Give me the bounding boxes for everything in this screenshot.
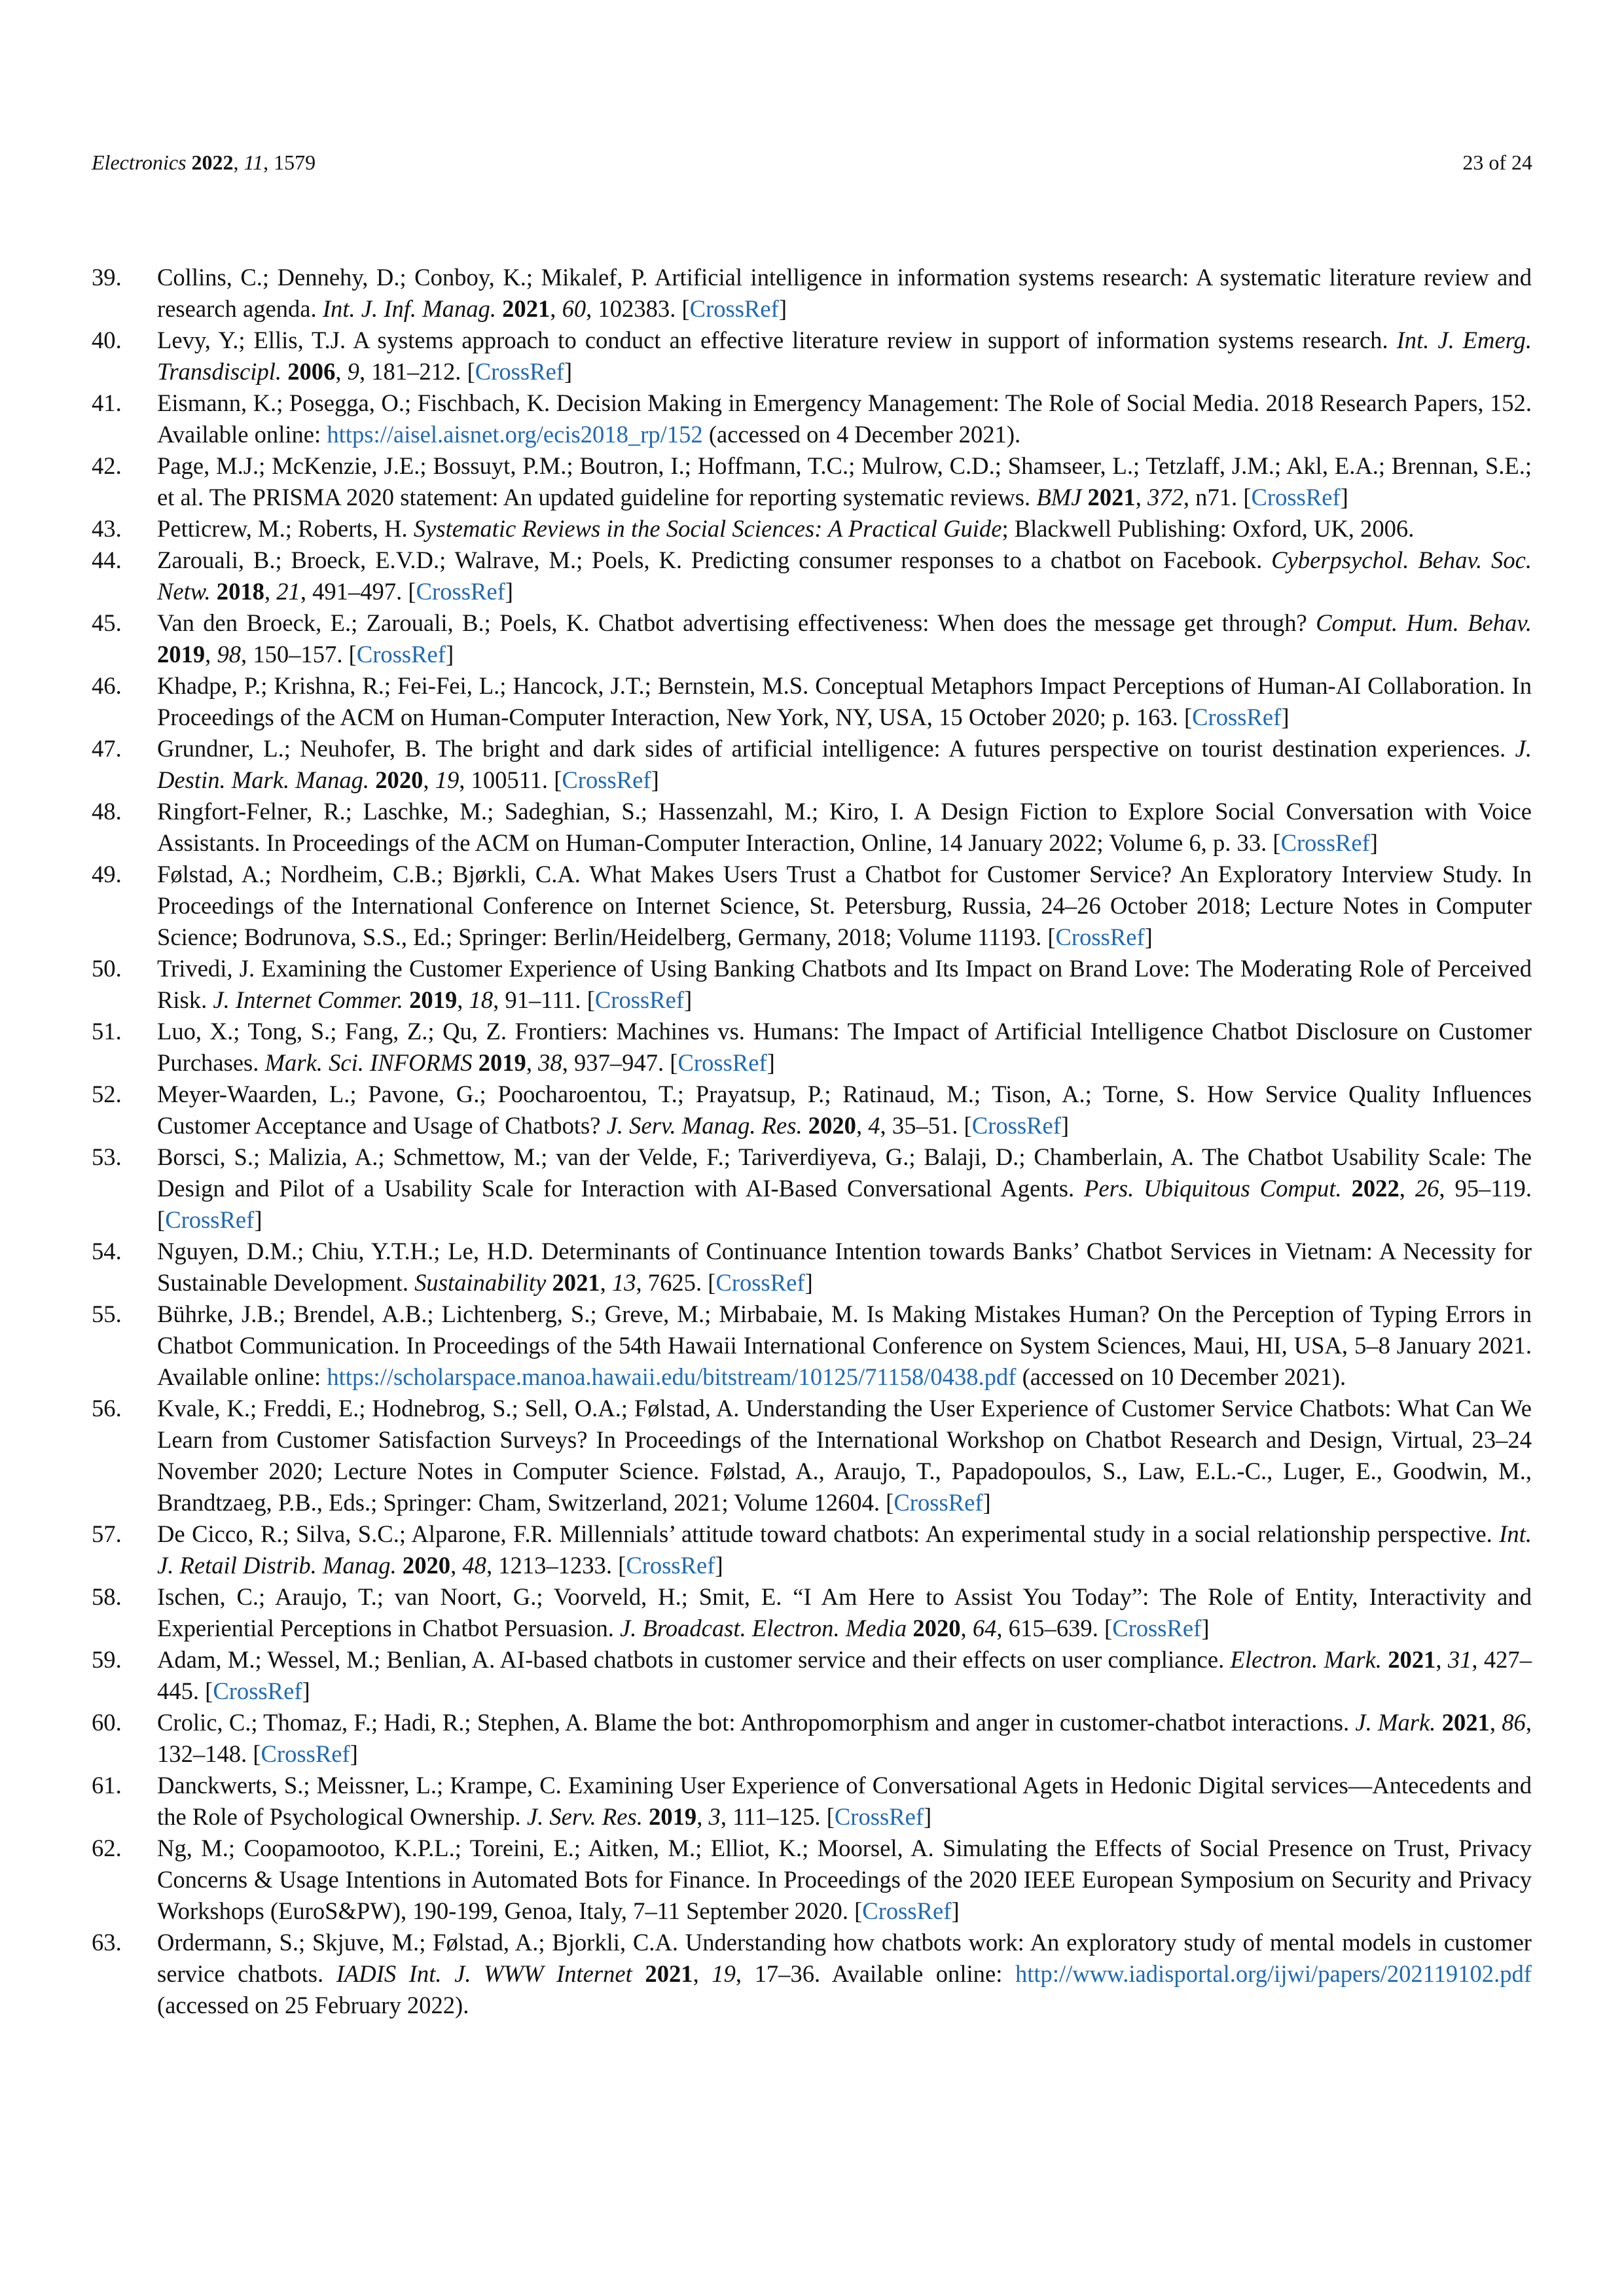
reference-list (92, 262, 1532, 2021)
crossref-link[interactable]: CrossRef (1055, 924, 1145, 950)
reference-year: 2021 (502, 295, 550, 322)
reference-italic-text: J. Mark. (1355, 1709, 1436, 1736)
reference-item (92, 450, 1532, 513)
reference-text (803, 1112, 808, 1139)
reference-text: Ng, M.; Coopamootoo, K.P.L.; Toreini, E.; Aitken, M.; Elliot, K.; Moorsel, A. Simulating the Effects of Social Presence on Trust, Privacy Concerns & Usage Intentions in Automated Bots for Finance. In Proceedings of the 2020 IEEE European Symposium on Security and Privacy Workshops (EuroS&PW), 190-199, Genoa, Italy, 7–11 September 2020. [ (157, 1835, 1532, 1924)
reference-year: 2019 (478, 1049, 526, 1076)
reference-italic-text: 3 (708, 1803, 721, 1830)
reference-item (92, 953, 1532, 1016)
reference-italic-text: Int. J. Retail Distrib. Manag. (157, 1520, 1532, 1579)
reference-item (92, 1770, 1532, 1833)
reference-year: 2020 (375, 766, 424, 793)
crossref-link[interactable]: CrossRef (213, 1677, 302, 1704)
reference-italic-text: 19 (435, 766, 460, 793)
reference-italic-text: J. Broadcast. Electron. Media (620, 1615, 907, 1641)
reference-text: Ringfort-Felner, R.; Laschke, M.; Sadeghian, S.; Hassenzahl, M.; Kiro, I. A Design Fiction to Explore Social Conversation with Voice Assistants. In Proceedings of the ACM on Human-Computer Interaction, Online, 14 January 2022; Volume 6, p. 33. [ (157, 798, 1532, 856)
reference-italic-text: Int. J. Inf. Manag. (322, 295, 496, 322)
reference-text: , 1213–1233. [ (486, 1552, 626, 1579)
reference-text: Grundner, L.; Neuhofer, B. The bright and dark sides of artificial intelligence: A futures perspective on tourist destination experiences. (157, 735, 1515, 762)
reference-italic-text: Int. J. Emerg. Transdiscipl. (157, 327, 1532, 385)
crossref-link[interactable]: CrossRef (416, 578, 505, 605)
reference-item (92, 1079, 1532, 1141)
reference-year: 2021 (1441, 1709, 1490, 1736)
reference-italic-text: 60 (562, 295, 586, 322)
reference-text: (accessed on 25 February 2022). (157, 1992, 469, 2018)
reference-item (92, 387, 1532, 450)
reference-text: , (600, 1269, 612, 1296)
reference-number: 54. (92, 1238, 122, 1265)
reference-text: , (264, 578, 277, 605)
article-number: 1579 (274, 151, 316, 174)
reference-year: 2006 (287, 358, 336, 385)
reference-item (92, 325, 1532, 387)
reference-number: 59. (92, 1646, 122, 1673)
reference-text: , (205, 641, 217, 668)
reference-item (92, 1141, 1532, 1236)
reference-text: , 181–212. [ (359, 358, 475, 385)
reference-italic-text: IADIS Int. J. WWW Internet (336, 1960, 632, 1987)
reference-text: , 427–445. [ (157, 1646, 1532, 1704)
reference-year: 2018 (216, 578, 264, 605)
crossref-link[interactable]: CrossRef (626, 1552, 715, 1579)
reference-number: 55. (92, 1300, 122, 1327)
reference-item (92, 670, 1532, 733)
reference-text: , 17–36. Available online: (735, 1960, 1015, 1987)
reference-year: 2021 (645, 1960, 693, 1987)
reference-item (92, 607, 1532, 670)
reference-year: 2021 (552, 1269, 600, 1296)
reference-italic-text: Systematic Reviews in the Social Sciences: A Practical Guide (413, 515, 1002, 542)
crossref-link[interactable]: CrossRef (1192, 704, 1282, 730)
reference-number: 52. (92, 1081, 122, 1107)
reference-text: ] (924, 1803, 932, 1830)
reference-text: ] (651, 766, 659, 793)
reference-italic-text: J. Serv. Manag. Res. (606, 1112, 803, 1139)
reference-text: ] (804, 1269, 813, 1296)
reference-number: 45. (92, 609, 122, 636)
reference-number: 58. (92, 1583, 122, 1610)
crossref-link[interactable]: CrossRef (165, 1206, 255, 1233)
reference-text: ] (1340, 484, 1348, 511)
reference-number: 43. (92, 515, 122, 542)
reference-number: 63. (92, 1929, 122, 1956)
reference-text: ] (684, 986, 693, 1013)
reference-text: , (457, 986, 469, 1013)
reference-text: , 7625. [ (636, 1269, 716, 1296)
reference-text: Bührke, J.B.; Brendel, A.B.; Lichtenberg, S.; Greve, M.; Mirbabaie, M. Is Making Mistakes Human? On the Perception of Typing Errors in Chatbot Communication. In Proceedings of the 54th Hawaii International Conference on System Sciences, Maui, HI, USA, 5–8 January 2021. Available online: (157, 1300, 1532, 1390)
reference-text: Ordermann, S.; Skjuve, M.; Følstad, A.; Bjorkli, C.A. Understanding how chatbots work: An exploratory study of mental models in customer service chatbots. (157, 1929, 1532, 1987)
reference-text: De Cicco, R.; Silva, S.C.; Alparone, F.R. Millennials’ attitude toward chatbots: An experimental study in a social relationship perspective. (157, 1520, 1500, 1547)
reference-text: ] (1369, 829, 1378, 856)
reference-item (92, 1581, 1532, 1644)
reference-text: Nguyen, D.M.; Chiu, Y.T.H.; Le, H.D. Determinants of Continuance Intention towards Banks’ Chatbot Services in Vietnam: A Necessity for Sustainable Development. (157, 1238, 1532, 1296)
reference-text (281, 358, 287, 385)
reference-text: , (1435, 1646, 1448, 1673)
url-link[interactable]: http://www.iadisportal.org/ijwi/papers/202119102.pdf (1015, 1960, 1532, 1987)
reference-number: 61. (92, 1772, 122, 1799)
reference-text (1435, 1709, 1441, 1736)
reference-number: 60. (92, 1709, 122, 1736)
reference-text (1081, 484, 1087, 511)
reference-text: , (335, 358, 348, 385)
journal-name: Electronics (92, 151, 187, 174)
reference-text (643, 1803, 649, 1830)
reference-text: , 132–148. [ (157, 1709, 1532, 1767)
reference-italic-text: 21 (276, 578, 300, 605)
reference-year: 2019 (649, 1803, 697, 1830)
reference-text (496, 295, 502, 322)
reference-text: ] (564, 358, 573, 385)
crossref-link[interactable]: CrossRef (834, 1803, 924, 1830)
reference-text: , 35–51. [ (880, 1112, 972, 1139)
reference-italic-text: Sustainability (414, 1269, 547, 1296)
reference-year: 2019 (409, 986, 458, 1013)
reference-text: Ischen, C.; Araujo, T.; van Noort, G.; Voorveld, H.; Smit, E. “I Am Here to Assist You Today”: The Role of Entity, Interactivity and Experiential Perceptions in Chatbot Persuasion. (157, 1583, 1532, 1641)
reference-item (92, 1833, 1532, 1927)
reference-item (92, 733, 1532, 796)
reference-text (397, 1552, 403, 1579)
crossref-link[interactable]: CrossRef (1280, 829, 1370, 856)
reference-text: , 937–947. [ (562, 1049, 678, 1076)
reference-year: 2020 (808, 1112, 856, 1139)
reference-text: Zarouali, B.; Broeck, E.V.D.; Walrave, M.; Poels, K. Predicting consumer responses to a chatbot on Facebook. (157, 547, 1272, 573)
reference-number: 57. (92, 1520, 122, 1547)
reference-year: 2022 (1351, 1175, 1399, 1202)
reference-item (92, 1927, 1532, 2021)
reference-number: 50. (92, 955, 122, 982)
reference-year: 2021 (1087, 484, 1136, 511)
reference-italic-text: 19 (712, 1960, 736, 1987)
reference-text: , (1399, 1175, 1415, 1202)
reference-text: , (1489, 1709, 1502, 1736)
reference-text: , (693, 1960, 712, 1987)
reference-text (1382, 1646, 1388, 1673)
reference-text: ] (1060, 1112, 1070, 1139)
reference-number: 48. (92, 798, 122, 825)
reference-italic-text: 4 (868, 1112, 880, 1139)
journal-volume: 11 (244, 151, 264, 174)
reference-text: , (423, 766, 435, 793)
reference-text: Van den Broeck, E.; Zarouali, B.; Poels, K. Chatbot advertising effectiveness: When does the message get through? (157, 609, 1316, 636)
reference-text: Meyer-Waarden, L.; Pavone, G.; Poocharoentou, T.; Prayatsup, P.; Ratinaud, M.; Tison, A.; Torne, S. How Service Quality Influences Customer Acceptance and Usage of Chatbots? (157, 1081, 1532, 1139)
reference-text: Borsci, S.; Malizia, A.; Schmettow, M.; van der Velde, F.; Tariverdiyeva, G.; Balaji, D.; Chamberlain, A. The Chatbot Usability Scale: The Design and Pilot of a Usability Scale for Interaction with AI-Based Conversational Agents. (157, 1143, 1532, 1202)
reference-text: , (526, 1049, 539, 1076)
reference-text: Petticrew, M.; Roberts, H. (157, 515, 414, 542)
reference-text: , 102383. [ (586, 295, 690, 322)
reference-text: Adam, M.; Wessel, M.; Benlian, A. AI-based chatbots in customer service and their effects on user compliance. (157, 1646, 1231, 1673)
crossref-link[interactable]: CrossRef (677, 1049, 767, 1076)
reference-text: , (856, 1112, 869, 1139)
reference-text: , 95–119. [ (157, 1175, 1532, 1233)
reference-italic-text: BMJ (1036, 484, 1082, 511)
crossref-link[interactable]: CrossRef (594, 986, 685, 1013)
crossref-link[interactable]: CrossRef (562, 766, 651, 793)
reference-text: ] (1144, 924, 1153, 950)
crossref-link[interactable]: CrossRef (475, 358, 564, 385)
reference-number: 47. (92, 735, 122, 762)
reference-italic-text: 26 (1415, 1175, 1439, 1202)
reference-year: 2020 (402, 1552, 451, 1579)
journal-citation: Electronics 2022, 11, 1579 (92, 151, 316, 174)
reference-item (92, 859, 1532, 953)
reference-text: Følstad, A.; Nordheim, C.B.; Bjørkli, C.A. What Makes Users Trust a Chatbot for Customer Service? An Exploratory Interview Study. In Proceedings of the International Conference on Internet Science, St. Petersburg, Russia, 24–26 October 2018; Lecture Notes in Computer Science; Bodrunova, S.S., Ed.; Springer: Berlin/Heidelberg, Germany, 2018; Volume 11193. [ (157, 861, 1532, 950)
reference-italic-text: 38 (538, 1049, 562, 1076)
reference-text: ] (951, 1897, 960, 1924)
reference-text: ] (1201, 1615, 1210, 1641)
reference-item (92, 1236, 1532, 1299)
reference-text (473, 1049, 478, 1076)
reference-text: Trivedi, J. Examining the Customer Experience of Using Banking Chatbots and Its Impact on Brand Love: The Moderating Role of Perceived Risk. (157, 955, 1532, 1013)
reference-italic-text: 31 (1447, 1646, 1472, 1673)
reference-text: Luo, X.; Tong, S.; Fang, Z.; Qu, Z. Frontiers: Machines vs. Humans: The Impact of Artificial Intelligence Chatbot Disclosure on Customer Purchases. (157, 1018, 1532, 1076)
reference-text: ; Blackwell Publishing: Oxford, UK, 2006. (1001, 515, 1415, 542)
reference-italic-text: 86 (1502, 1709, 1526, 1736)
reference-year: 2019 (157, 641, 206, 668)
reference-text: ] (715, 1552, 723, 1579)
reference-text (369, 766, 375, 793)
reference-italic-text: Electron. Mark. (1230, 1646, 1382, 1673)
reference-text: Danckwerts, S.; Meissner, L.; Krampe, C. Examining User Experience of Conversational Agets in Hedonic Digital services—Antecedents and the Role of Psychological Ownership. (157, 1772, 1532, 1830)
reference-text: (accessed on 4 December 2021). (702, 421, 1021, 448)
crossref-link[interactable]: CrossRef (715, 1269, 805, 1296)
reference-year: 2020 (912, 1615, 961, 1641)
reference-italic-text: 48 (462, 1552, 486, 1579)
reference-italic-text: 13 (611, 1269, 636, 1296)
reference-text: , 150–157. [ (241, 641, 357, 668)
reference-text: , (550, 295, 562, 322)
reference-text: ] (254, 1206, 262, 1233)
reference-number: 49. (92, 861, 122, 888)
reference-number: 53. (92, 1143, 122, 1170)
reference-text (632, 1960, 645, 1987)
reference-text: Eismann, K.; Posegga, O.; Fischbach, K. Decision Making in Emergency Management: The Role of Social Media. 2018 Research Papers, 152. Available online: (157, 389, 1532, 448)
reference-text: ] (505, 578, 513, 605)
reference-item (92, 545, 1532, 607)
reference-text: , 91–111. [ (493, 986, 595, 1013)
reference-number: 56. (92, 1395, 122, 1422)
crossref-link[interactable]: CrossRef (893, 1489, 983, 1516)
reference-item (92, 1016, 1532, 1079)
reference-text: , n71. [ (1183, 484, 1252, 511)
reference-text: ] (445, 641, 454, 668)
reference-text (211, 578, 217, 605)
reference-italic-text: 98 (217, 641, 242, 668)
reference-number: 46. (92, 672, 122, 699)
reference-item (92, 1707, 1532, 1770)
reference-number: 51. (92, 1018, 122, 1045)
reference-text (403, 986, 409, 1013)
reference-text: , 491–497. [ (300, 578, 416, 605)
reference-text: ] (350, 1740, 358, 1767)
reference-italic-text: Mark. Sci. INFORMS (264, 1049, 473, 1076)
reference-text: ] (767, 1049, 775, 1076)
reference-italic-text: J. Destin. Mark. Manag. (157, 735, 1532, 793)
reference-italic-text: 372 (1147, 484, 1183, 511)
reference-text: Collins, C.; Dennehy, D.; Conboy, K.; Mikalef, P. Artificial intelligence in information systems research: A systematic literature review and research agenda. (157, 264, 1532, 322)
reference-text: Levy, Y.; Ellis, T.J. A systems approach to conduct an effective literature review in support of information systems research. (157, 327, 1397, 353)
reference-text: ] (983, 1489, 991, 1516)
reference-text (907, 1615, 912, 1641)
reference-text: , 615–639. [ (996, 1615, 1113, 1641)
reference-text: , (1135, 484, 1147, 511)
reference-text: , 100511. [ (459, 766, 562, 793)
url-link[interactable]: https://scholarspace.manoa.hawaii.edu/bitstream/10125/71158/0438.pdf (327, 1363, 1017, 1390)
reference-italic-text: Pers. Ubiquitous Comput. (1084, 1175, 1342, 1202)
reference-text: , (450, 1552, 463, 1579)
reference-item (92, 1393, 1532, 1518)
reference-italic-text: J. Serv. Res. (526, 1803, 643, 1830)
reference-number: 44. (92, 547, 122, 573)
reference-number: 41. (92, 389, 122, 416)
reference-text: ] (302, 1677, 310, 1704)
reference-italic-text: Comput. Hum. Behav. (1316, 609, 1532, 636)
page-number: 23 of 24 (1462, 151, 1532, 174)
reference-italic-text: 18 (469, 986, 494, 1013)
crossref-link[interactable]: CrossRef (971, 1112, 1061, 1139)
reference-item (92, 513, 1532, 545)
reference-text: (accessed on 10 December 2021). (1016, 1363, 1346, 1390)
reference-italic-text: Cyberpsychol. Behav. Soc. Netw. (157, 547, 1532, 605)
crossref-link[interactable]: CrossRef (862, 1897, 952, 1924)
reference-text: Khadpe, P.; Krishna, R.; Fei-Fei, L.; Hancock, J.T.; Bernstein, M.S. Conceptual Metaphors Impact Perceptions of Human-AI Collaboration. In Proceedings of the ACM on Human-Computer Interaction, New York, NY, USA, 15 October 2020; p. 163. [ (157, 672, 1532, 730)
reference-text: Crolic, C.; Thomaz, F.; Hadi, R.; Stephen, A. Blame the bot: Anthropomorphism and anger in customer-chatbot interactions. (157, 1709, 1356, 1736)
crossref-link[interactable]: CrossRef (1112, 1615, 1202, 1641)
crossref-link[interactable]: CrossRef (1251, 484, 1341, 511)
reference-text: Kvale, K.; Freddi, E.; Hodnebrog, S.; Sell, O.A.; Følstad, A. Understanding the User Experience of Customer Service Chatbots: What Can We Learn from Customer Satisfaction Surveys? In Proceedings of the International Workshop on Chatbot Research and Design, Virtual, 23–24 November 2020; Lecture Notes in Computer Science. Følstad, A., Araujo, T., Papadopoulos, S., Law, E.L.-C., Luger, E., Goodwin, M., Brandtzaeg, P.B., Eds.; Springer: Cham, Switzerland, 2021; Volume 12604. [ (157, 1395, 1532, 1516)
reference-item (92, 796, 1532, 859)
reference-text: , (960, 1615, 973, 1641)
reference-text: , 111–125. [ (720, 1803, 835, 1830)
crossref-link[interactable]: CrossRef (689, 295, 779, 322)
crossref-link[interactable]: CrossRef (356, 641, 446, 668)
reference-item (92, 1299, 1532, 1393)
reference-italic-text: J. Internet Commer. (213, 986, 403, 1013)
reference-italic-text: 9 (347, 358, 359, 385)
journal-year: 2022 (191, 151, 234, 174)
reference-text (1342, 1175, 1352, 1202)
reference-item (92, 262, 1532, 325)
reference-text: Page, M.J.; McKenzie, J.E.; Bossuyt, P.M.; Boutron, I.; Hoffmann, T.C.; Mulrow, C.D.; Shamseer, L.; Tetzlaff, J.M.; Akl, E.A.; Brennan, S.E.; et al. The PRISMA 2020 statement: An updated guideline for reporting systematic reviews. (157, 452, 1532, 511)
reference-text: , (696, 1803, 709, 1830)
reference-italic-text: 64 (972, 1615, 997, 1641)
reference-item (92, 1518, 1532, 1581)
reference-number: 39. (92, 264, 122, 291)
reference-number: 42. (92, 452, 122, 479)
reference-number: 62. (92, 1835, 122, 1861)
crossref-link[interactable]: CrossRef (261, 1740, 350, 1767)
reference-text: ] (1281, 704, 1290, 730)
reference-year: 2021 (1388, 1646, 1436, 1673)
url-link[interactable]: https://aisel.aisnet.org/ecis2018_rp/152 (327, 421, 703, 448)
reference-item (92, 1644, 1532, 1707)
reference-text: ] (778, 295, 787, 322)
reference-number: 40. (92, 327, 122, 353)
